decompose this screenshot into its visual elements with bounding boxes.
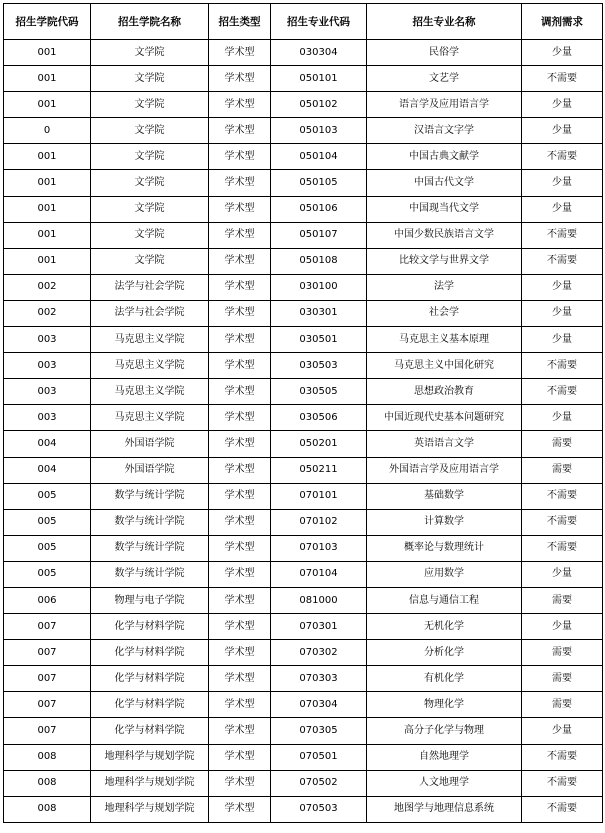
major-name-cell: 社会学 — [367, 300, 522, 326]
header-major-name: 招生专业名称 — [367, 4, 522, 40]
college-name-cell: 数学与统计学院 — [91, 483, 209, 509]
major-name-cell: 有机化学 — [367, 666, 522, 692]
major-code-cell: 030100 — [271, 274, 367, 300]
college-name-cell: 法学与社会学院 — [91, 300, 209, 326]
major-code-cell: 050104 — [271, 144, 367, 170]
adjustment-need-cell: 需要 — [522, 640, 603, 666]
adjustment-need-cell: 不需要 — [522, 248, 603, 274]
major-name-cell: 中国古代文学 — [367, 170, 522, 196]
adjustment-need-cell: 需要 — [522, 666, 603, 692]
major-code-cell: 030503 — [271, 353, 367, 379]
college-name-cell: 化学与材料学院 — [91, 666, 209, 692]
admission-type-cell: 学术型 — [209, 666, 271, 692]
major-code-cell: 070103 — [271, 535, 367, 561]
table-body — [4, 40, 603, 823]
major-name-cell: 分析化学 — [367, 640, 522, 666]
admission-type-cell: 学术型 — [209, 248, 271, 274]
college-name-cell: 化学与材料学院 — [91, 718, 209, 744]
college-code-cell: 001 — [4, 40, 91, 66]
major-code-cell: 070303 — [271, 666, 367, 692]
adjustment-need-cell: 不需要 — [522, 509, 603, 535]
college-code-cell: 001 — [4, 222, 91, 248]
admission-type-cell: 学术型 — [209, 353, 271, 379]
college-code-cell: 008 — [4, 770, 91, 796]
major-name-cell: 民俗学 — [367, 40, 522, 66]
admission-type-cell: 学术型 — [209, 327, 271, 353]
admission-type-cell: 学术型 — [209, 692, 271, 718]
table-row — [4, 353, 603, 379]
admission-type-cell: 学术型 — [209, 509, 271, 535]
major-code-cell: 070305 — [271, 718, 367, 744]
adjustment-need-cell: 不需要 — [522, 66, 603, 92]
major-code-cell: 030506 — [271, 405, 367, 431]
college-name-cell: 马克思主义学院 — [91, 353, 209, 379]
college-name-cell: 文学院 — [91, 92, 209, 118]
adjustment-need-cell: 不需要 — [522, 483, 603, 509]
adjustment-need-cell: 需要 — [522, 431, 603, 457]
table-row — [4, 509, 603, 535]
major-name-cell: 文艺学 — [367, 66, 522, 92]
table-row — [4, 796, 603, 822]
adjustment-need-cell: 少量 — [522, 405, 603, 431]
major-name-cell: 无机化学 — [367, 614, 522, 640]
college-code-cell: 001 — [4, 196, 91, 222]
table-row — [4, 379, 603, 405]
table-row — [4, 587, 603, 613]
major-code-cell: 050201 — [271, 431, 367, 457]
adjustment-need-cell: 少量 — [522, 561, 603, 587]
college-code-cell: 007 — [4, 666, 91, 692]
adjustment-need-cell: 少量 — [522, 118, 603, 144]
major-code-cell: 070502 — [271, 770, 367, 796]
college-name-cell: 马克思主义学院 — [91, 379, 209, 405]
admission-type-cell: 学术型 — [209, 561, 271, 587]
table-row — [4, 222, 603, 248]
major-name-cell: 物理化学 — [367, 692, 522, 718]
table-row — [4, 614, 603, 640]
college-name-cell: 马克思主义学院 — [91, 327, 209, 353]
major-code-cell: 070501 — [271, 744, 367, 770]
adjustment-need-cell: 少量 — [522, 614, 603, 640]
major-name-cell: 英语语言文学 — [367, 431, 522, 457]
admission-type-cell: 学术型 — [209, 379, 271, 405]
header-admission-type: 招生类型 — [209, 4, 271, 40]
table-row — [4, 248, 603, 274]
table-row — [4, 300, 603, 326]
major-name-cell: 人文地理学 — [367, 770, 522, 796]
major-code-cell: 070302 — [271, 640, 367, 666]
table-row — [4, 196, 603, 222]
adjustment-need-cell: 需要 — [522, 457, 603, 483]
adjustment-need-cell: 不需要 — [522, 379, 603, 405]
major-code-cell: 050103 — [271, 118, 367, 144]
college-name-cell: 化学与材料学院 — [91, 640, 209, 666]
admission-type-cell: 学术型 — [209, 144, 271, 170]
college-code-cell: 0 — [4, 118, 91, 144]
major-code-cell: 050106 — [271, 196, 367, 222]
major-code-cell: 050101 — [271, 66, 367, 92]
college-code-cell: 005 — [4, 509, 91, 535]
college-code-cell: 001 — [4, 248, 91, 274]
major-name-cell: 法学 — [367, 274, 522, 300]
adjustment-need-cell: 不需要 — [522, 222, 603, 248]
admission-type-cell: 学术型 — [209, 457, 271, 483]
major-name-cell: 应用数学 — [367, 561, 522, 587]
admission-type-cell: 学术型 — [209, 170, 271, 196]
college-code-cell: 003 — [4, 353, 91, 379]
major-name-cell: 高分子化学与物理 — [367, 718, 522, 744]
admission-type-cell: 学术型 — [209, 40, 271, 66]
major-name-cell: 自然地理学 — [367, 744, 522, 770]
admission-type-cell: 学术型 — [209, 196, 271, 222]
admission-type-cell: 学术型 — [209, 92, 271, 118]
admission-type-cell: 学术型 — [209, 587, 271, 613]
college-code-cell: 007 — [4, 614, 91, 640]
college-code-cell: 008 — [4, 744, 91, 770]
adjustment-need-cell: 少量 — [522, 718, 603, 744]
table-row — [4, 483, 603, 509]
table-header — [4, 4, 603, 40]
adjustment-need-cell: 不需要 — [522, 770, 603, 796]
college-code-cell: 005 — [4, 483, 91, 509]
college-name-cell: 地理科学与规划学院 — [91, 770, 209, 796]
header-college-name: 招生学院名称 — [91, 4, 209, 40]
college-name-cell: 法学与社会学院 — [91, 274, 209, 300]
adjustment-need-cell: 少量 — [522, 274, 603, 300]
table-row — [4, 274, 603, 300]
college-code-cell: 007 — [4, 718, 91, 744]
college-name-cell: 文学院 — [91, 170, 209, 196]
college-code-cell: 007 — [4, 640, 91, 666]
major-name-cell: 地图学与地理信息系统 — [367, 796, 522, 822]
major-code-cell: 050102 — [271, 92, 367, 118]
table-row — [4, 744, 603, 770]
major-code-cell: 070301 — [271, 614, 367, 640]
college-code-cell: 003 — [4, 379, 91, 405]
college-name-cell: 马克思主义学院 — [91, 405, 209, 431]
major-code-cell: 030505 — [271, 379, 367, 405]
major-code-cell: 050108 — [271, 248, 367, 274]
college-code-cell: 004 — [4, 431, 91, 457]
major-code-cell: 070503 — [271, 796, 367, 822]
major-name-cell: 外国语言学及应用语言学 — [367, 457, 522, 483]
major-code-cell: 070304 — [271, 692, 367, 718]
major-name-cell: 中国古典文献学 — [367, 144, 522, 170]
major-name-cell: 马克思主义基本原理 — [367, 327, 522, 353]
college-code-cell: 003 — [4, 405, 91, 431]
major-name-cell: 马克思主义中国化研究 — [367, 353, 522, 379]
major-code-cell: 070104 — [271, 561, 367, 587]
admission-type-cell: 学术型 — [209, 640, 271, 666]
admission-type-cell: 学术型 — [209, 535, 271, 561]
table-row — [4, 640, 603, 666]
adjustment-need-cell: 少量 — [522, 170, 603, 196]
college-name-cell: 文学院 — [91, 40, 209, 66]
adjustment-need-cell: 不需要 — [522, 796, 603, 822]
adjustment-need-cell: 需要 — [522, 692, 603, 718]
college-code-cell: 001 — [4, 170, 91, 196]
college-name-cell: 文学院 — [91, 66, 209, 92]
college-code-cell: 006 — [4, 587, 91, 613]
table-row — [4, 561, 603, 587]
college-code-cell: 008 — [4, 796, 91, 822]
major-name-cell: 中国现当代文学 — [367, 196, 522, 222]
admissions-table — [3, 3, 603, 823]
major-name-cell: 中国近现代史基本问题研究 — [367, 405, 522, 431]
major-code-cell: 070102 — [271, 509, 367, 535]
college-name-cell: 文学院 — [91, 222, 209, 248]
adjustment-need-cell: 少量 — [522, 40, 603, 66]
college-name-cell: 文学院 — [91, 118, 209, 144]
table-row — [4, 535, 603, 561]
table-row — [4, 770, 603, 796]
major-code-cell: 030304 — [271, 40, 367, 66]
college-code-cell: 003 — [4, 327, 91, 353]
college-code-cell: 005 — [4, 535, 91, 561]
admission-type-cell: 学术型 — [209, 405, 271, 431]
college-code-cell: 007 — [4, 692, 91, 718]
college-name-cell: 数学与统计学院 — [91, 535, 209, 561]
college-name-cell: 文学院 — [91, 144, 209, 170]
table-row — [4, 457, 603, 483]
admission-type-cell: 学术型 — [209, 770, 271, 796]
table-row — [4, 431, 603, 457]
major-name-cell: 比较文学与世界文学 — [367, 248, 522, 274]
table-row — [4, 66, 603, 92]
header-major-code: 招生专业代码 — [271, 4, 367, 40]
table-row — [4, 92, 603, 118]
major-name-cell: 中国少数民族语言文学 — [367, 222, 522, 248]
table-row — [4, 144, 603, 170]
major-code-cell: 050105 — [271, 170, 367, 196]
adjustment-need-cell: 少量 — [522, 92, 603, 118]
college-code-cell: 005 — [4, 561, 91, 587]
college-name-cell: 地理科学与规划学院 — [91, 796, 209, 822]
major-code-cell: 050211 — [271, 457, 367, 483]
adjustment-need-cell: 不需要 — [522, 535, 603, 561]
college-name-cell: 外国语学院 — [91, 431, 209, 457]
college-code-cell: 002 — [4, 274, 91, 300]
adjustment-need-cell: 不需要 — [522, 144, 603, 170]
table-row — [4, 692, 603, 718]
college-code-cell: 001 — [4, 92, 91, 118]
major-code-cell: 081000 — [271, 587, 367, 613]
major-code-cell: 030501 — [271, 327, 367, 353]
college-code-cell: 002 — [4, 300, 91, 326]
admission-type-cell: 学术型 — [209, 118, 271, 144]
college-code-cell: 001 — [4, 66, 91, 92]
table-row — [4, 666, 603, 692]
adjustment-need-cell: 不需要 — [522, 353, 603, 379]
major-name-cell: 汉语言文字学 — [367, 118, 522, 144]
admission-type-cell: 学术型 — [209, 222, 271, 248]
table-row — [4, 327, 603, 353]
major-name-cell: 语言学及应用语言学 — [367, 92, 522, 118]
adjustment-need-cell: 少量 — [522, 196, 603, 222]
adjustment-need-cell: 不需要 — [522, 744, 603, 770]
college-name-cell: 化学与材料学院 — [91, 614, 209, 640]
header-college-code: 招生学院代码 — [4, 4, 91, 40]
admission-type-cell: 学术型 — [209, 483, 271, 509]
header-adjustment-need: 调剂需求 — [522, 4, 603, 40]
college-code-cell: 004 — [4, 457, 91, 483]
table-row — [4, 170, 603, 196]
admission-type-cell: 学术型 — [209, 744, 271, 770]
adjustment-need-cell: 少量 — [522, 327, 603, 353]
college-name-cell: 地理科学与规划学院 — [91, 744, 209, 770]
major-code-cell: 050107 — [271, 222, 367, 248]
admission-type-cell: 学术型 — [209, 431, 271, 457]
college-name-cell: 化学与材料学院 — [91, 692, 209, 718]
major-name-cell: 信息与通信工程 — [367, 587, 522, 613]
major-name-cell: 计算数学 — [367, 509, 522, 535]
admission-type-cell: 学术型 — [209, 614, 271, 640]
admission-type-cell: 学术型 — [209, 718, 271, 744]
major-name-cell: 基础数学 — [367, 483, 522, 509]
admission-type-cell: 学术型 — [209, 300, 271, 326]
admission-type-cell: 学术型 — [209, 796, 271, 822]
major-code-cell: 030301 — [271, 300, 367, 326]
college-name-cell: 数学与统计学院 — [91, 509, 209, 535]
college-name-cell: 文学院 — [91, 196, 209, 222]
college-code-cell: 001 — [4, 144, 91, 170]
table-row — [4, 405, 603, 431]
college-name-cell: 物理与电子学院 — [91, 587, 209, 613]
adjustment-need-cell: 需要 — [522, 587, 603, 613]
major-name-cell: 思想政治教育 — [367, 379, 522, 405]
admission-type-cell: 学术型 — [209, 274, 271, 300]
college-name-cell: 文学院 — [91, 248, 209, 274]
college-name-cell: 外国语学院 — [91, 457, 209, 483]
adjustment-need-cell: 少量 — [522, 300, 603, 326]
table-row — [4, 718, 603, 744]
table-row — [4, 40, 603, 66]
header-row — [4, 4, 603, 40]
admission-type-cell: 学术型 — [209, 66, 271, 92]
major-code-cell: 070101 — [271, 483, 367, 509]
major-name-cell: 概率论与数理统计 — [367, 535, 522, 561]
table-row — [4, 118, 603, 144]
college-name-cell: 数学与统计学院 — [91, 561, 209, 587]
